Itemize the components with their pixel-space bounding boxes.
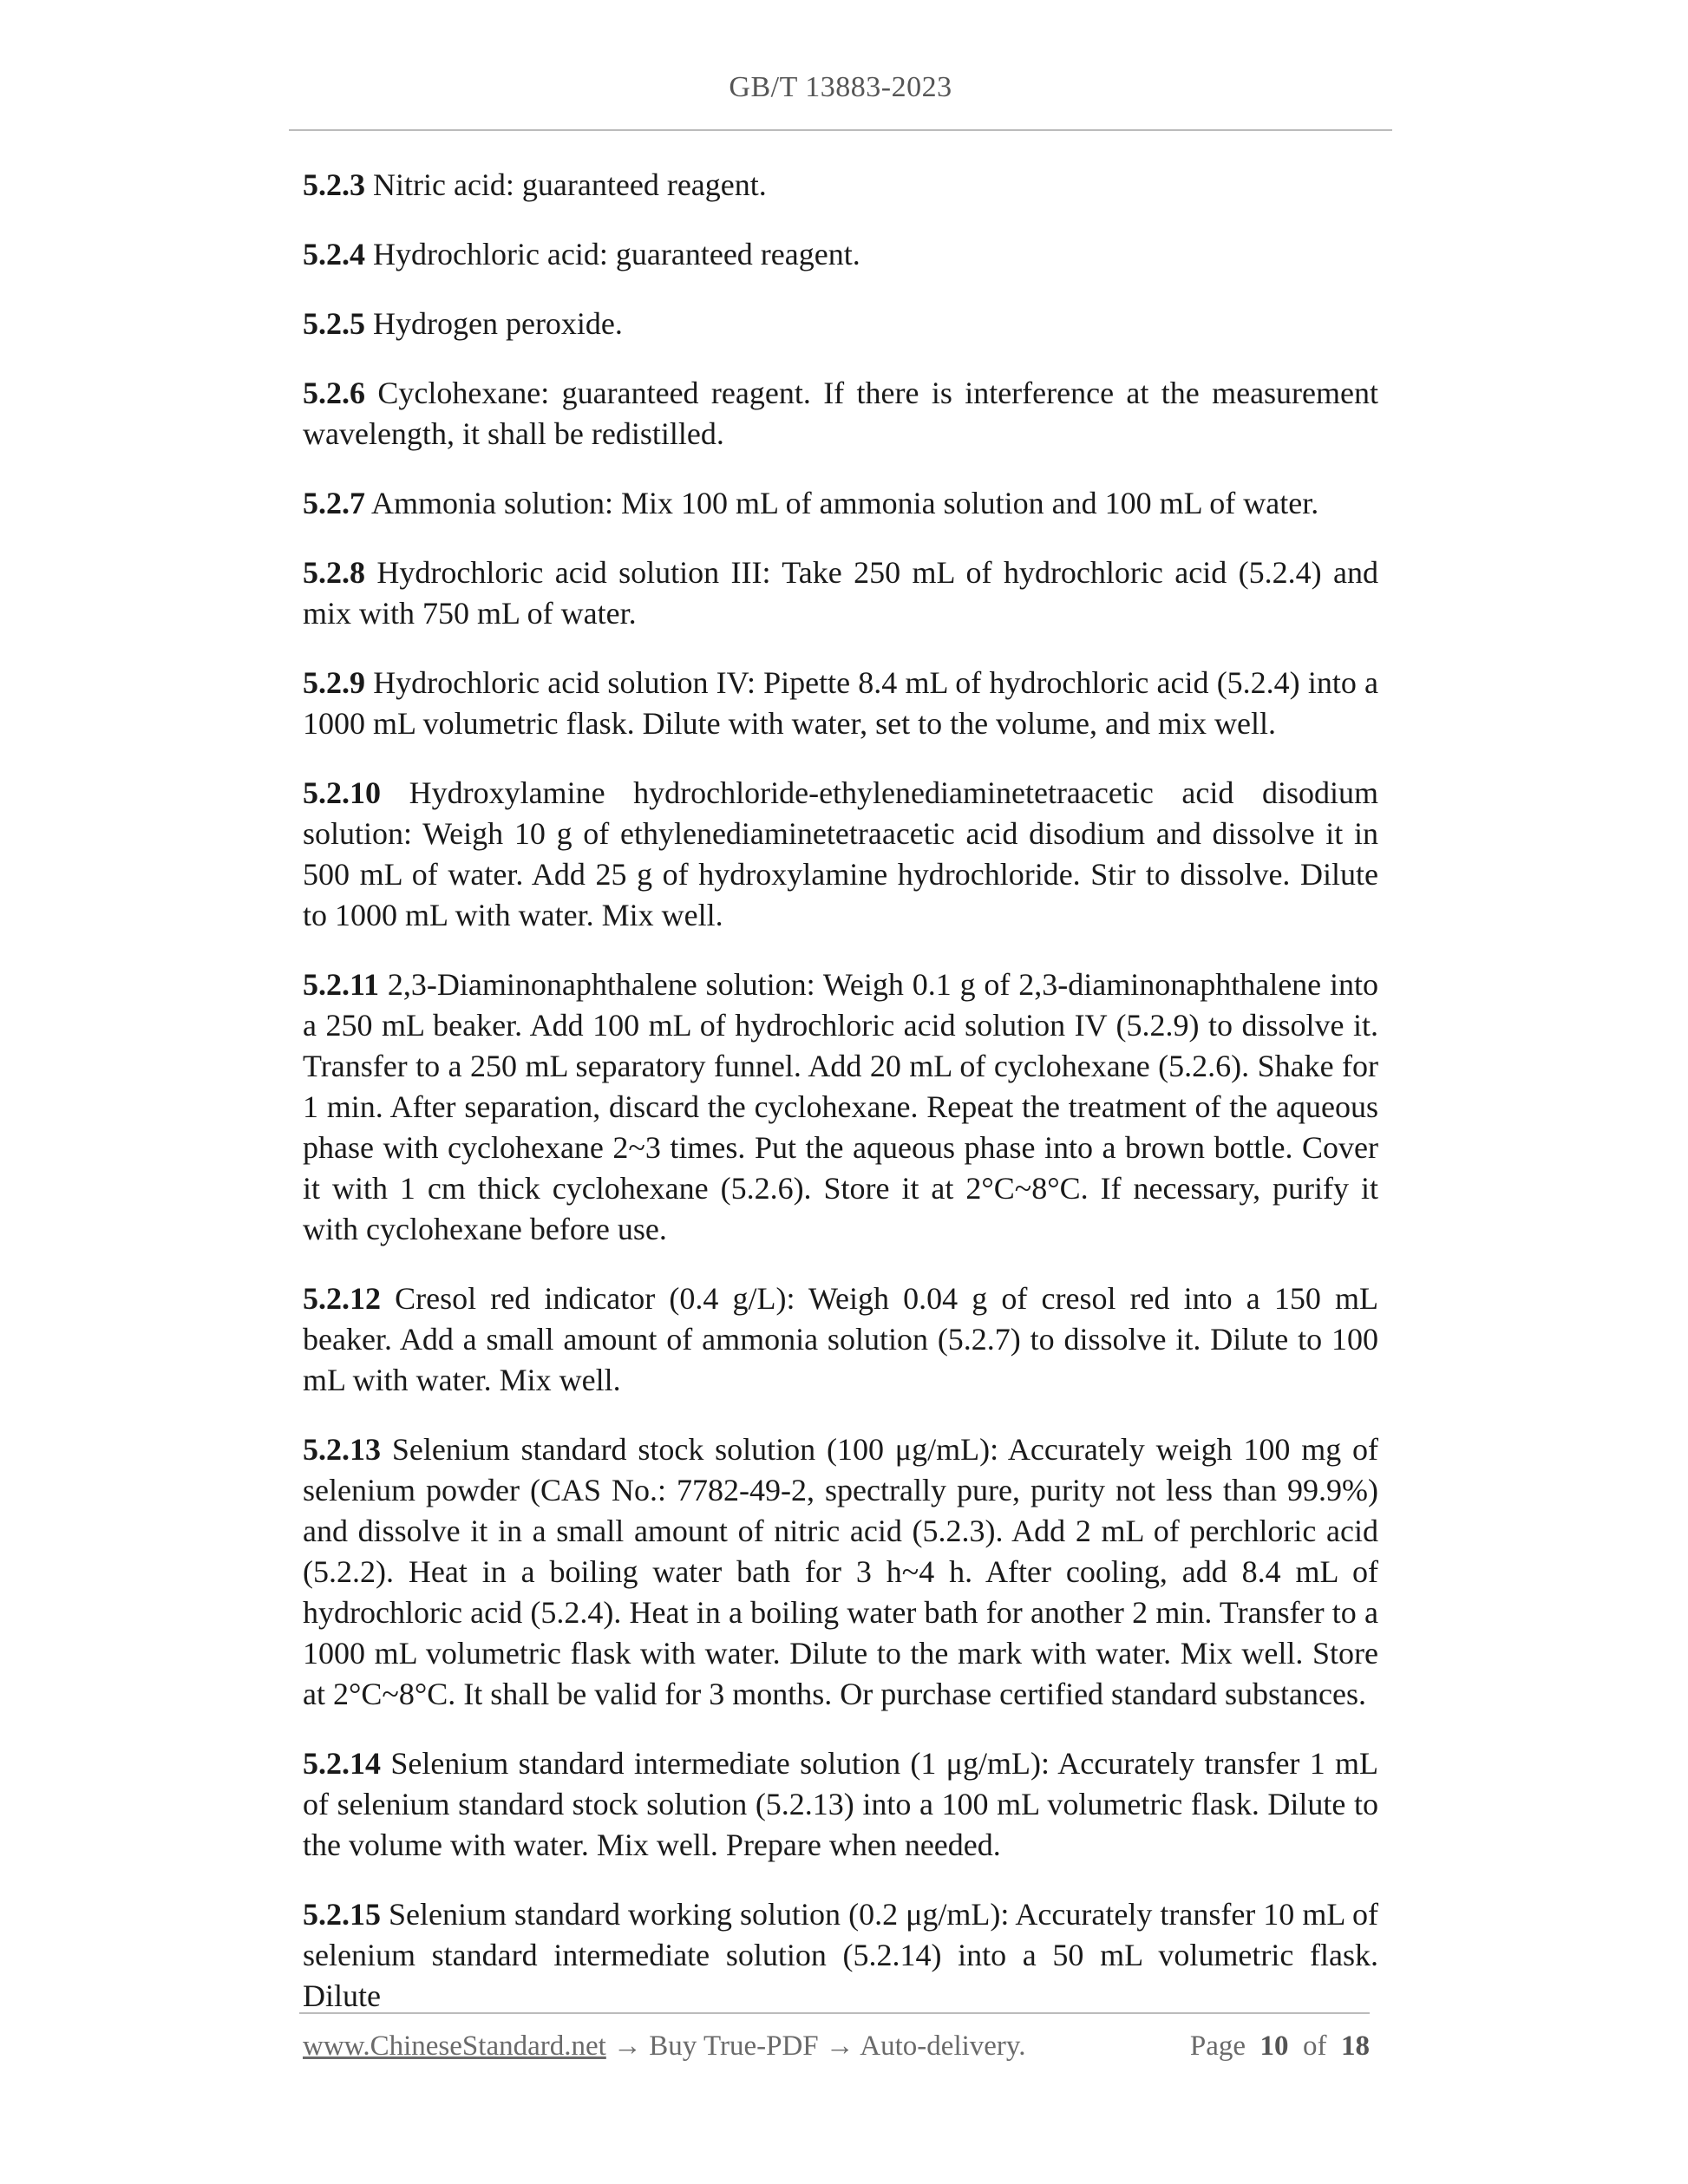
header-divider [289, 129, 1392, 131]
footer-tagline: → Buy True-PDF → Auto-delivery. [605, 2030, 1026, 2062]
clause-text: Cresol red indicator (0.4 g/L): Weigh 0.04 g of cresol red into a 150 mL beaker. Add a small amount of ammonia solution (5.2.7) to dissolve it. Dilute to 100 mL with water. Mix well. [303, 1281, 1378, 1397]
footer-promo [303, 2030, 1026, 2063]
clause-5-2-3 [303, 165, 1378, 206]
clause-text: 2,3-Diaminonaphthalene solution: Weigh 0.1 g of 2,3-diaminonaphthalene into a 250 mL beaker. Add 100 mL of hydrochloric acid solution IV (5.2.9) to dissolve it. Transfer to a 250 mL separatory funnel. Add 20 mL of cyclohexane (5.2.6). Shake for 1 min. After separation, discard the cyclohexane. Repeat the treatment of the aqueous phase with cyclohexane 2~3 times. Put the aqueous phase into a brown bottle. Cover it with 1 cm thick cyclohexane (5.2.6). Store it at 2°C~8°C. If necessary, purify it with cyclohexane before use. [303, 967, 1379, 1246]
clause-text: Hydroxylamine hydrochloride-ethylenediaminetetraacetic acid disodium solution: Weigh 10 g of ethylenediaminetetraacetic acid disodium and dissolve it in 500 mL of water. Add 25 g of hydroxylamine hydrochloride. Stir to dissolve. Dilute to 1000 mL with water. Mix well. [303, 775, 1378, 932]
page-current: 10 [1259, 2030, 1289, 2062]
clause-number: 5.2.10 [303, 775, 381, 810]
page-number [1190, 2030, 1370, 2063]
document-header-code: GB/T 13883-2023 [729, 71, 952, 103]
clause-5-2-6 [303, 373, 1378, 454]
clause-5-2-10 [303, 773, 1378, 936]
clause-5-2-11 [303, 964, 1378, 1250]
clause-text: Hydrogen peroxide. [373, 306, 623, 341]
page-word: Page [1189, 2030, 1246, 2062]
clause-number: 5.2.14 [303, 1746, 381, 1781]
clause-5-2-12 [303, 1278, 1378, 1401]
clause-5-2-5 [303, 304, 1378, 344]
clause-number: 5.2.6 [303, 376, 365, 410]
clause-number: 5.2.4 [303, 237, 365, 271]
page-total: 18 [1341, 2030, 1370, 2062]
clause-text: Hydrochloric acid: guaranteed reagent. [373, 237, 860, 271]
clause-number: 5.2.5 [303, 306, 365, 341]
clause-number: 5.2.11 [303, 967, 380, 1002]
clause-text: Selenium standard stock solution (100 μg/mL): Accurately weigh 100 mg of selenium powder (CAS No.: 7782-49-2, spectrally pure, purity not less than 99.9%) and dissolve it in a small amount of nitric acid (5.2.3). Add 2 mL of perchloric acid (5.2.2). Heat in a boiling water bath for 3 h~4 h. After cooling, add 8.4 mL of hydrochloric acid (5.2.4). Heat in a boiling water bath for another 2 min. Transfer to a 1000 mL volumetric flask with water. Dilute to the mark with water. Mix well. Store at 2°C~8°C. It shall be valid for 3 months. Or purchase certified standard substances. [303, 1432, 1379, 1711]
document-body [303, 165, 1378, 2045]
clause-text: Ammonia solution: Mix 100 mL of ammonia solution and 100 mL of water. [371, 486, 1319, 520]
page-footer [303, 2030, 1370, 2069]
site-link[interactable]: www.ChineseStandard.net [303, 2030, 606, 2062]
clause-text: Nitric acid: guaranteed reagent. [373, 167, 767, 202]
clause-5-2-7 [303, 483, 1378, 524]
clause-number: 5.2.15 [303, 1897, 381, 1932]
clause-5-2-8 [303, 553, 1378, 634]
clause-text: Cyclohexane: guaranteed reagent. If there is interference at the measurement wavelength, it shall be redistilled. [303, 376, 1379, 451]
footer-divider [299, 2012, 1370, 2014]
clause-number: 5.2.8 [303, 555, 365, 590]
clause-5-2-15 [303, 1894, 1378, 2017]
clause-5-2-9 [303, 663, 1378, 744]
clause-text: Hydrochloric acid solution IV: Pipette 8.4 mL of hydrochloric acid (5.2.4) into a 1000 mL volumetric flask. Dilute with water, set to the volume, and mix well. [303, 665, 1379, 741]
clause-text: Selenium standard intermediate solution (1 μg/mL): Accurately transfer 1 mL of selenium standard stock solution (5.2.13) into a 100 mL volumetric flask. Dilute to the volume with water. Mix well. Prepare when needed. [303, 1746, 1378, 1862]
clause-5-2-13 [303, 1429, 1378, 1715]
clause-number: 5.2.12 [303, 1281, 381, 1316]
clause-5-2-4 [303, 234, 1378, 275]
clause-number: 5.2.3 [303, 167, 365, 202]
clause-text: Hydrochloric acid solution III: Take 250 mL of hydrochloric acid (5.2.4) and mix with 750 mL of water. [303, 555, 1379, 631]
clause-number: 5.2.13 [303, 1432, 381, 1467]
clause-5-2-14 [303, 1743, 1378, 1866]
clause-text: Selenium standard working solution (0.2 μg/mL): Accurately transfer 10 mL of selenium standard intermediate solution (5.2.14) into a 50 mL volumetric flask. Dilute [303, 1897, 1379, 2013]
of-word: of [1303, 2030, 1327, 2062]
clause-number: 5.2.7 [303, 486, 365, 520]
clause-number: 5.2.9 [303, 665, 365, 700]
